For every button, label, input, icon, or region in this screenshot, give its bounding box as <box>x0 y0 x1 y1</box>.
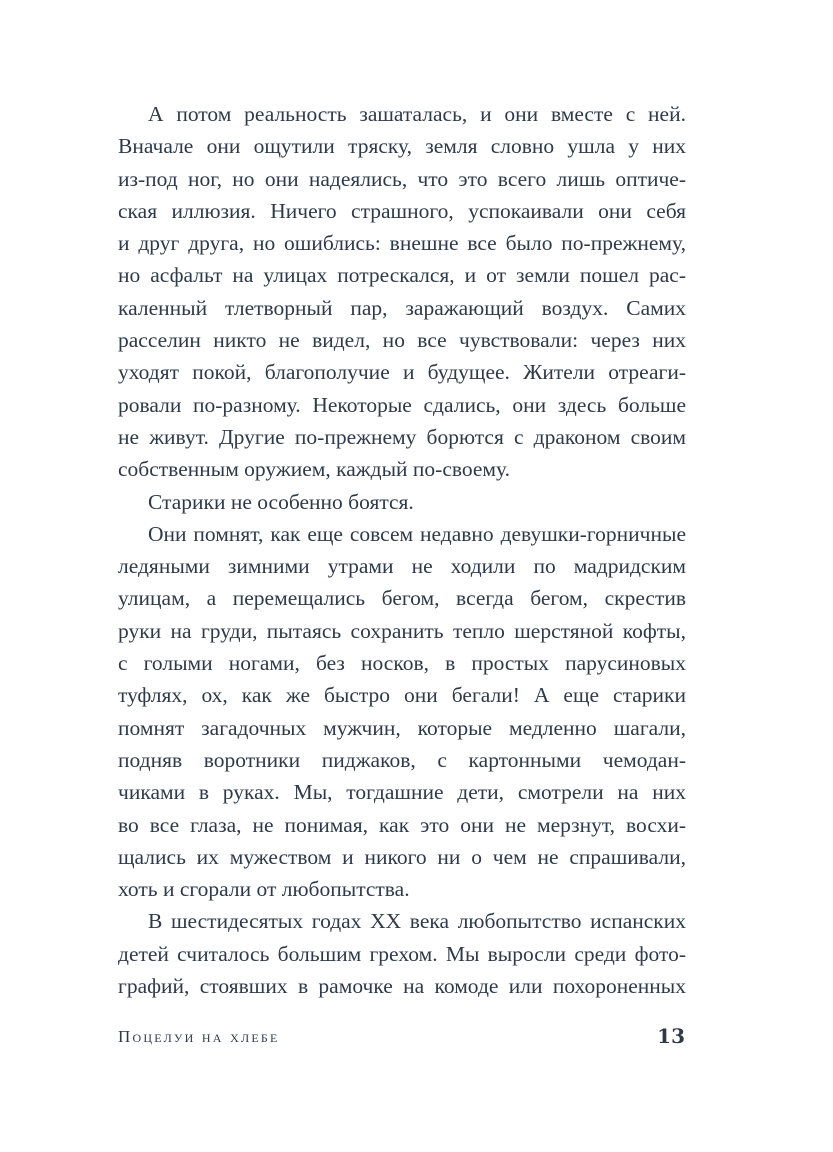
text-line: детей считалось большим грехом. Мы выросли среди фото- <box>118 941 686 966</box>
text-line: Они помнят, как еще совсем недавно девушки-горничные <box>148 521 686 546</box>
text-line: из-под ног, но они надеялись, что это всего лишь оптиче- <box>118 166 686 191</box>
text-line: собственным оружием, каждый по-своему. <box>118 457 510 482</box>
text-line: во все глаза, не понимая, как это они не мерзнут, восхи- <box>118 812 686 837</box>
text-line: хоть и сгорали от любопытства. <box>118 877 410 902</box>
text-line: и друг друга, но ошиблись: внешне все было по-прежнему, <box>118 231 686 256</box>
text-line: расселин никто не видел, но все чувствовали: через них <box>118 328 686 353</box>
text-line: с голыми ногами, без носков, в простых парусиновых <box>118 651 686 676</box>
text-line: ская иллюзия. Ничего страшного, успокаивали они себя <box>118 198 686 223</box>
text-line: ровали по-разному. Некоторые сдались, они здесь больше <box>118 392 686 417</box>
text-line: улицам, а перемещались бегом, всегда бегом, скрестив <box>118 586 686 611</box>
text-line: графий, стоявших в рамочке на комоде или похороненных <box>118 974 686 999</box>
text-line: каленный тлетворный пар, заражающий воздух. Самих <box>118 295 686 320</box>
text-line: но асфальт на улицах потрескался, и от земли пошел рас- <box>118 263 686 288</box>
text-line: В шестидесятых годах XX века любопытство испанских <box>148 909 686 934</box>
text-line: А потом реальность зашаталась, и они вместе с ней. <box>148 102 686 126</box>
text-line: щались их мужеством и никого ни о чем не спрашивали, <box>118 844 686 869</box>
text-line: подняв воротники пиджаков, с картонными чемодан- <box>118 747 686 772</box>
text-line: помнят загадочных мужчин, которые медленно шагали, <box>118 715 686 740</box>
text-line: руки на груди, пытаясь сохранить тепло шерстяной кофты, <box>118 618 686 643</box>
text-line: туфлях, ох, как же быстро они бегали! А еще старики <box>118 683 686 708</box>
text-line: Вначале они ощутили тряску, земля словно ушла у них <box>118 134 686 159</box>
text-line: уходят покой, благополучие и будущее. Жители отреаги- <box>118 360 686 385</box>
page-number: 13 <box>657 1024 685 1048</box>
body-text <box>118 98 686 1002</box>
text-line: не живут. Другие по-прежнему борются с драконом своим <box>118 424 686 449</box>
text-line: ледяными зимними утрами не ходили по мадридским <box>118 554 686 579</box>
running-footer-title: Поцелуи на хлебе <box>118 1027 280 1046</box>
text-line: чиками в руках. Мы, тогдашние дети, смотрели на них <box>118 780 686 805</box>
text-line: Старики не особенно боятся. <box>148 489 414 514</box>
